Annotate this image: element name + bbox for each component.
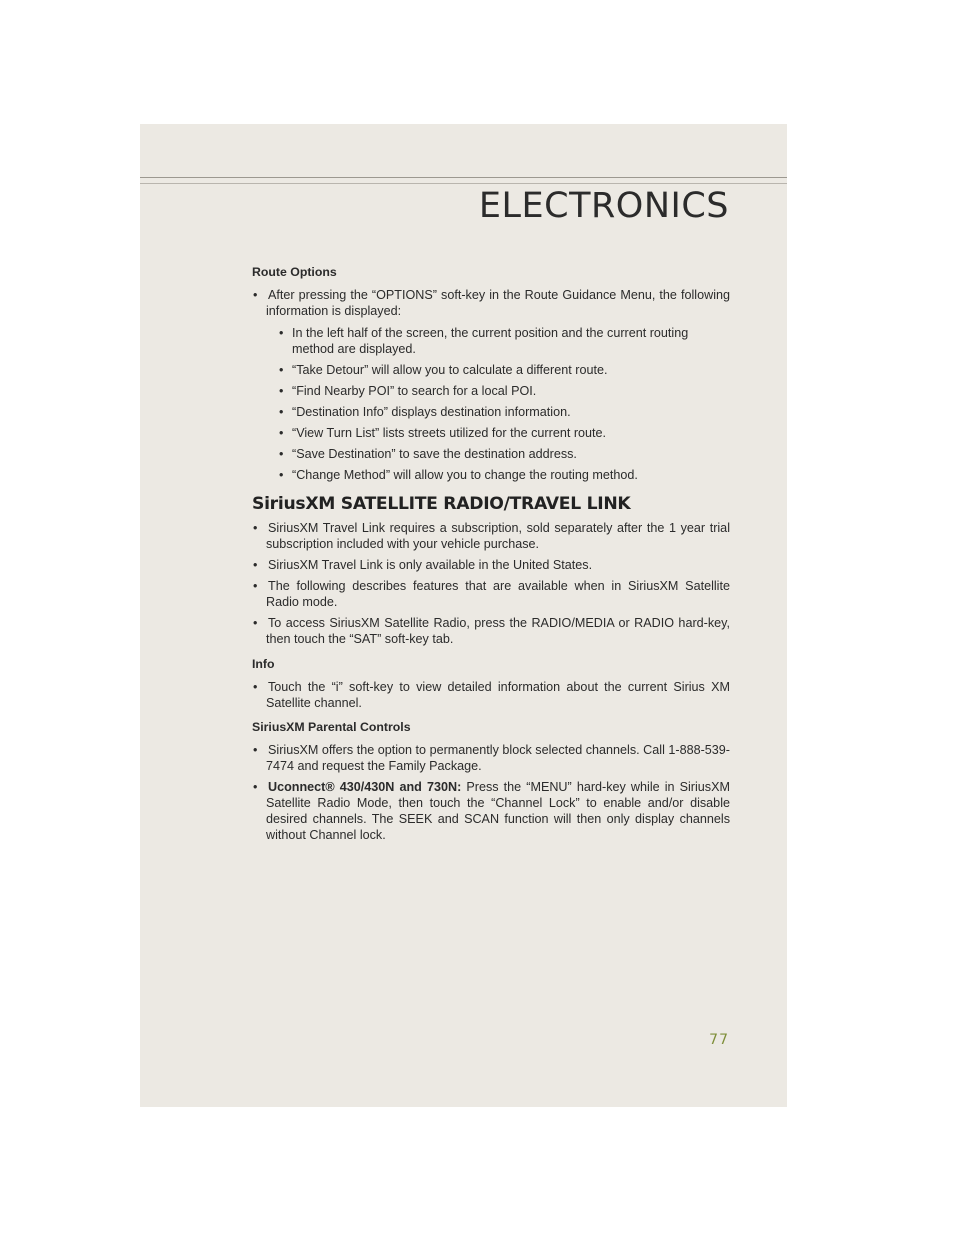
siriusxm-heading-prefix: Sirius (252, 494, 306, 514)
section-title: ELECTRONICS (478, 186, 729, 226)
page-number: 77 (709, 1032, 729, 1048)
parental-controls-list (252, 742, 730, 843)
list-item (252, 578, 730, 610)
list-item-text: “Save Destination” to save the destination address. (292, 447, 577, 461)
list-item-text: SiriusXM Travel Link requires a subscription, sold separately after the 1 year trial subscription included with your vehicle purchase. (266, 521, 730, 551)
header-rule-top (140, 177, 787, 178)
list-item-text: In the left half of the screen, the current position and the current routing method are displayed. (292, 326, 689, 356)
info-list (252, 679, 730, 711)
manual-page (140, 124, 787, 1107)
list-item (278, 467, 730, 483)
list-item (278, 404, 730, 420)
route-options-list (252, 287, 730, 483)
list-item (252, 520, 730, 552)
list-item-text: To access SiriusXM Satellite Radio, press the RADIO/MEDIA or RADIO hard-key, then touch the “SAT” soft-key tab. (266, 616, 730, 646)
list-item-text: “Find Nearby POI” to search for a local POI. (292, 384, 537, 398)
siriusxm-list (252, 520, 730, 647)
list-item (252, 679, 730, 711)
list-item-text: Touch the “i” soft-key to view detailed information about the current Sirius XM Satellite channel. (266, 680, 730, 710)
list-item-text: SiriusXM Travel Link is only available in the United States. (268, 558, 593, 572)
route-options-intro-text: After pressing the “OPTIONS” soft-key in the Route Guidance Menu, the following information is displayed: (266, 288, 730, 318)
list-item-text: “Destination Info” displays destination information. (292, 405, 571, 419)
list-item-text: “Take Detour” will allow you to calculate a different route. (292, 363, 608, 377)
page-content (252, 264, 730, 848)
route-options-sublist (266, 325, 730, 483)
list-item (278, 425, 730, 441)
siriusxm-heading-rest: XM SATELLITE RADIO/TRAVEL LINK (305, 494, 631, 514)
siriusxm-heading (252, 496, 730, 512)
info-title: Info (252, 657, 275, 671)
list-item-text: “View Turn List” lists streets utilized for the current route. (292, 426, 607, 440)
route-options-intro (252, 287, 730, 483)
list-item-text: SiriusXM offers the option to permanently block selected channels. Call 1-888-539-7474 and request the Family Package. (266, 743, 730, 773)
route-options-title: Route Options (252, 265, 337, 279)
parental-controls-title: SiriusXM Parental Controls (252, 720, 411, 734)
list-item (252, 742, 730, 774)
list-item-text: “Change Method” will allow you to change the routing method. (292, 468, 638, 482)
list-item-text: Press the “MENU” hard-key while in SiriusXM Satellite Radio Mode, then touch the “Channel Lock” to enable and/or disable desired channels. The SEEK and SCAN function will then only display channels without Channel lock. (266, 780, 730, 842)
list-item (278, 362, 730, 378)
list-item (278, 383, 730, 399)
list-item (278, 325, 730, 357)
list-item (278, 446, 730, 462)
list-item (252, 557, 730, 573)
list-item-text: The following describes features that are available when in SiriusXM Satellite Radio mode. (266, 579, 730, 609)
list-item (252, 615, 730, 647)
list-item-bold-text: Uconnect® 430/430N and 730N: (268, 780, 462, 794)
list-item (252, 779, 730, 843)
header-rule-bottom (140, 183, 787, 184)
